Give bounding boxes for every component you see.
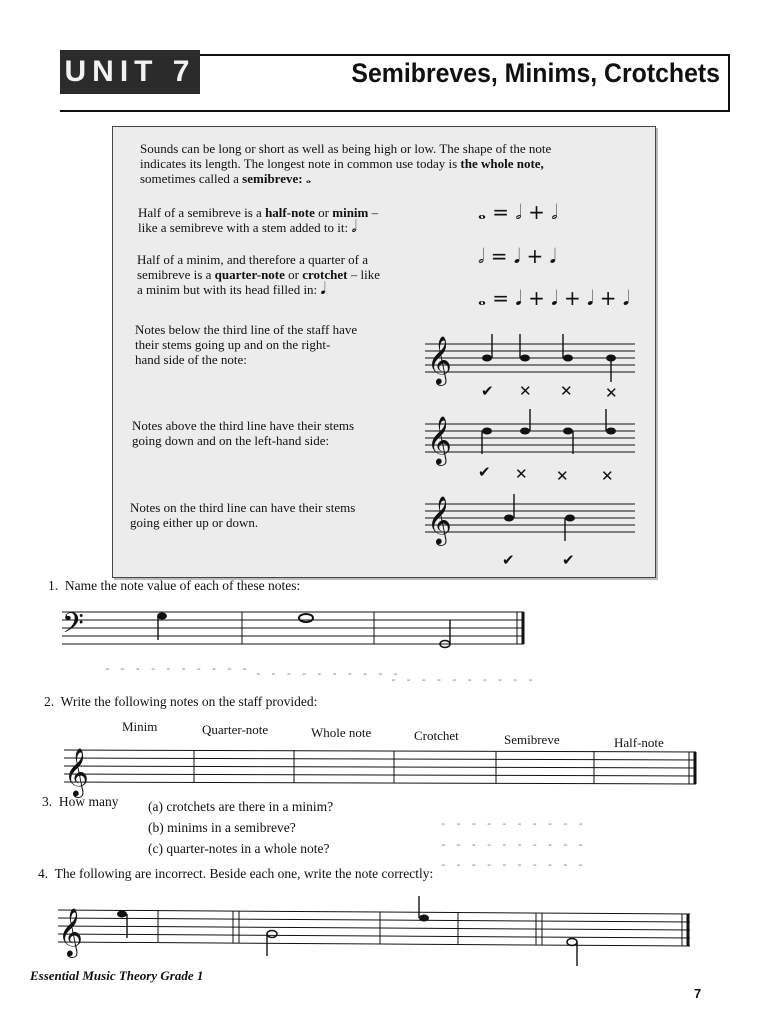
- quarter-note-icon: 𝅘𝅥: [320, 279, 326, 299]
- staff-on-line: [425, 486, 635, 548]
- intro-text: [140, 141, 650, 187]
- below-line: Notes below the third line of the staff have: [135, 322, 358, 337]
- question-text: Name the note value of each of these notes:: [64, 578, 301, 593]
- bass-clef-icon: 𝄢: [62, 607, 84, 647]
- cross-mark: ✕: [560, 382, 573, 400]
- cross-mark: ✕: [601, 467, 614, 485]
- unit-badge: UNIT 7: [60, 50, 200, 94]
- half-note-text: [138, 205, 438, 235]
- quarter-bold: crotchet: [302, 267, 348, 282]
- question-3c: (c) quarter-notes in a whole note?: [148, 841, 330, 856]
- answer-blank[interactable]: - - - - - - - - - -: [104, 662, 249, 675]
- question-text: The following are incorrect. Beside each one, write the note correctly:: [54, 866, 434, 881]
- book-title: Essential Music Theory Grade 1: [30, 968, 204, 983]
- on-line: going either up or down.: [130, 515, 259, 530]
- above-line: going down and on the left-hand side:: [132, 433, 330, 448]
- staff-label: Minim: [122, 719, 158, 734]
- cross-mark: ✕: [519, 382, 532, 400]
- treble-clef-icon: 𝄞: [427, 415, 452, 464]
- question-3: [42, 794, 119, 810]
- staff-below: [425, 322, 635, 384]
- cross-mark: ✕: [556, 467, 569, 485]
- above-text: [132, 418, 412, 448]
- staff-q4: [58, 896, 692, 972]
- answer-blank[interactable]: - - - - - - - - - -: [440, 817, 585, 830]
- half-bold: minim: [332, 205, 369, 220]
- treble-clef-icon: 𝄞: [64, 747, 89, 796]
- half-line: [138, 217, 438, 237]
- half-bold: half-note: [265, 205, 315, 220]
- title-rule: [200, 54, 730, 56]
- answer-blank[interactable]: - - - - - - - - - -: [440, 858, 585, 871]
- quarter-line: [137, 279, 437, 299]
- quarter-bold: quarter-note: [214, 267, 285, 282]
- question-number: 3.: [42, 794, 53, 809]
- half-span: like a semibreve with a stem added to it:: [138, 220, 349, 235]
- question-4: [38, 866, 433, 882]
- equation-minim: 𝅗𝅥 = 𝅘𝅥 + 𝅘𝅥: [478, 244, 557, 268]
- cross-mark: ✕: [515, 465, 528, 483]
- staff-label: Quarter-note: [202, 722, 269, 737]
- question-2: [44, 694, 317, 710]
- on-line: Notes on the third line can have their stems: [130, 500, 356, 515]
- page-title: Semibreves, Minims, Crotchets: [351, 58, 720, 88]
- below-text: [135, 322, 405, 367]
- above-line: Notes above the third line have their stems: [132, 418, 355, 433]
- half-span: –: [368, 205, 379, 220]
- staff-label: Crotchet: [414, 728, 459, 743]
- question-number: 4.: [38, 866, 49, 881]
- half-span: or: [318, 205, 329, 220]
- question-text: Write the following notes on the staff provided:: [60, 694, 318, 709]
- treble-clef-icon: 𝄞: [427, 335, 452, 384]
- intro-bold: semibreve:: [242, 171, 303, 186]
- staff-q1: [62, 600, 526, 660]
- on-line-text: [130, 500, 410, 530]
- check-mark: ✔: [478, 463, 491, 481]
- check-mark: ✔: [481, 382, 494, 400]
- answer-blank[interactable]: - - - - - - - - - -: [440, 838, 585, 851]
- cross-mark: ✕: [605, 384, 618, 402]
- treble-clef-icon: 𝄞: [58, 907, 83, 956]
- treble-clef-icon: 𝄞: [427, 495, 452, 544]
- below-line: their stems going up and on the right-: [135, 337, 331, 352]
- staff-above: [425, 404, 635, 466]
- staff-label: Half-note: [614, 735, 664, 750]
- below-line: hand side of the note:: [135, 352, 247, 367]
- intro-bold: the whole note,: [460, 156, 544, 171]
- intro-line: [140, 171, 650, 187]
- whole-note-icon: 𝅝: [305, 172, 311, 187]
- answer-blank[interactable]: - - - - - - - - - -: [390, 673, 535, 686]
- check-mark: ✔: [502, 551, 515, 569]
- question-number: 2.: [44, 694, 55, 709]
- quarter-line: [137, 267, 437, 282]
- title-rule: [60, 110, 730, 112]
- quarter-span: – like: [347, 267, 380, 282]
- question-3b: (b) minims in a semibreve?: [148, 820, 296, 835]
- staff-label: Semibreve: [504, 732, 560, 747]
- question-1: [48, 578, 300, 594]
- title-rule: [728, 54, 730, 112]
- intro-line: [140, 156, 650, 171]
- quarter-span: or: [288, 267, 299, 282]
- intro-span: indicates its length. The longest note in common use today is: [140, 156, 458, 171]
- equation-semibreve: 𝅝 = 𝅗𝅥 + 𝅗𝅥: [478, 200, 558, 224]
- question-number: 1.: [48, 578, 59, 593]
- quarter-span: semibreve is a: [137, 267, 212, 282]
- question-text: How many: [58, 794, 119, 809]
- quarter-note-text: [137, 252, 437, 297]
- staff-label: Whole note: [311, 725, 372, 740]
- quarter-line: Half of a minim, and therefore a quarter of a: [137, 252, 369, 267]
- answer-blank[interactable]: - - - - - - - - - -: [255, 667, 400, 680]
- intro-line: Sounds can be long or short as well as being high or low. The shape of the note: [140, 141, 552, 156]
- half-note-icon: 𝅗𝅥: [351, 217, 357, 237]
- check-mark: ✔: [562, 551, 575, 569]
- question-3a: (a) crotchets are there in a minim?: [148, 799, 334, 814]
- intro-span: sometimes called a: [140, 171, 239, 186]
- half-span: Half of a semibreve is a: [138, 205, 262, 220]
- page-number: 7: [694, 986, 702, 1001]
- equation-crotchets: 𝅝 = 𝅘𝅥 + 𝅘𝅥 + 𝅘𝅥 + 𝅘𝅥: [478, 286, 630, 310]
- staff-q2: [64, 740, 698, 796]
- quarter-span: a minim but with its head filled in:: [137, 282, 318, 297]
- half-line: [138, 205, 438, 220]
